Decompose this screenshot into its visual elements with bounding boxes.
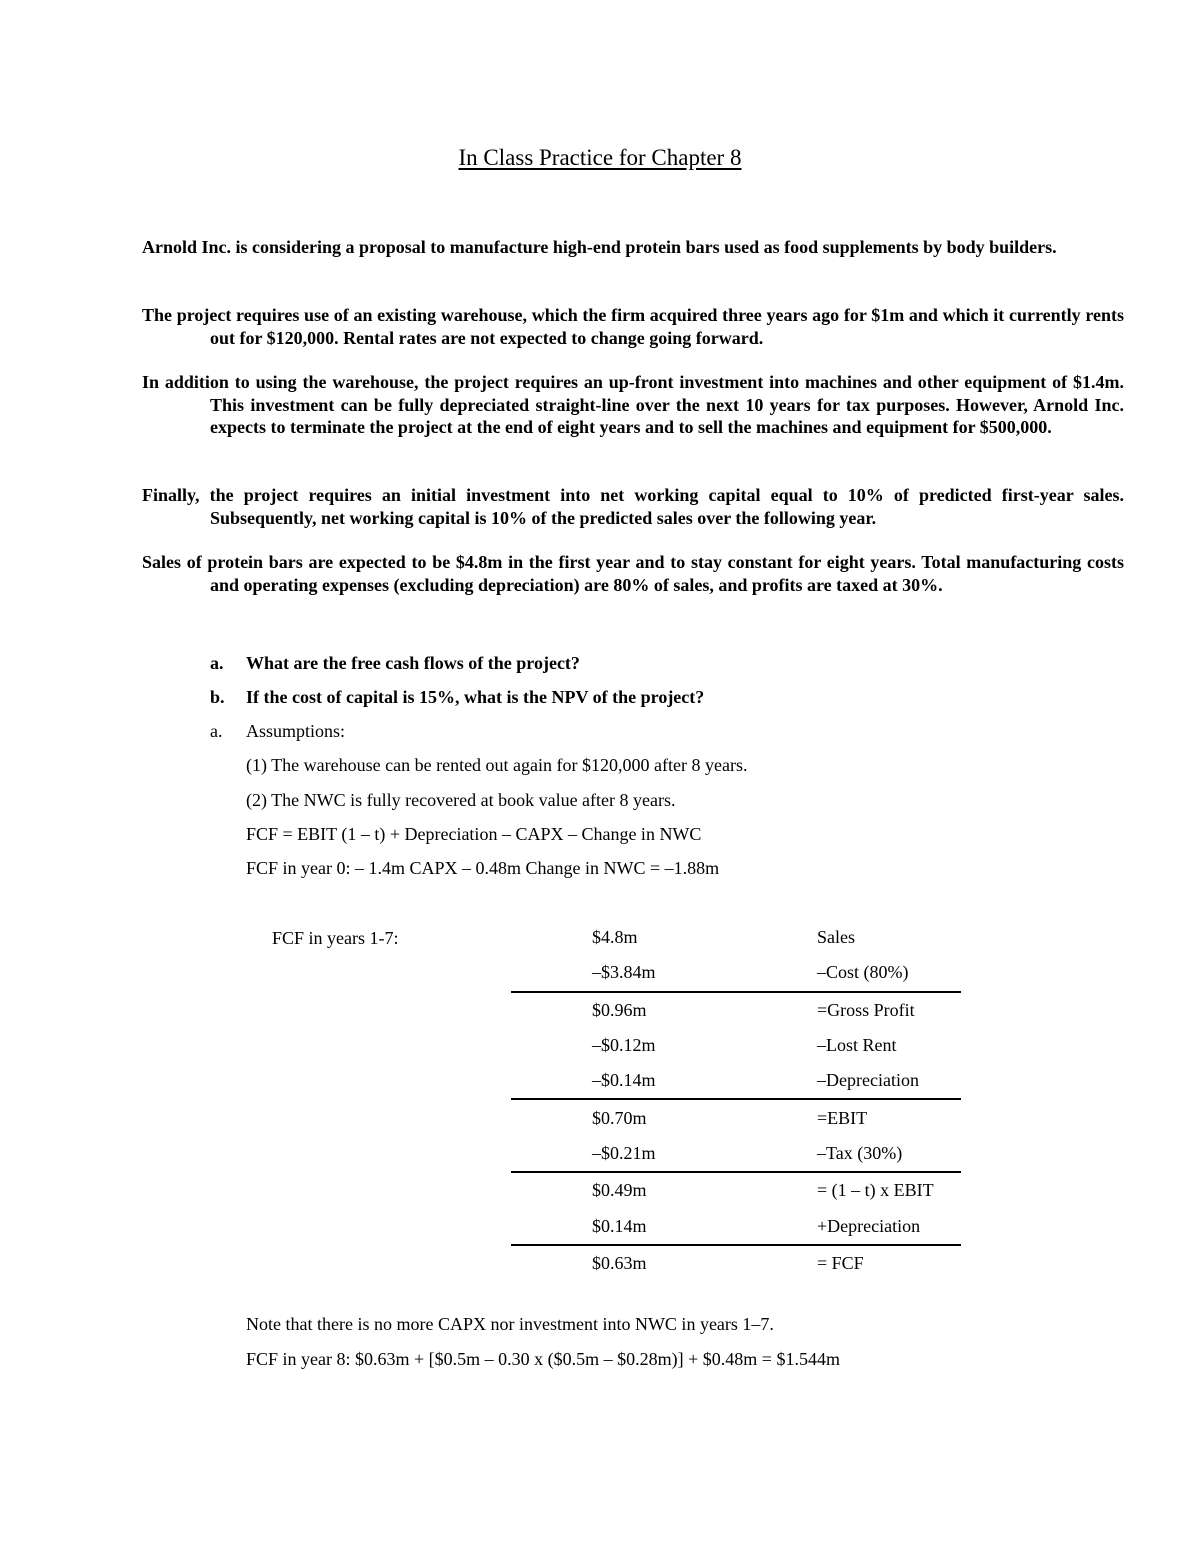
table-amount: –$3.84m — [511, 955, 817, 991]
paragraph-equipment: In addition to using the warehouse, the project requires an up-front investment into machines and other equipment of $1.4m. This investment can be fully depreciated straight-line over the next 10 years for tax purposes. However, Arnold Inc. expects to terminate the project at the end of eight years and to sell the machines and equipment for $500,000. — [142, 372, 1124, 437]
table-row — [511, 1245, 961, 1281]
table-description: +Depreciation — [817, 1208, 961, 1244]
answer-assumptions-heading: Assumptions: — [246, 721, 346, 741]
table-description: –Cost (80%) — [817, 955, 961, 991]
question-letter: a. — [210, 653, 224, 673]
paragraph-warehouse: The project requires use of an existing warehouse, which the firm acquired three years ago for $1m and which it currently rents out for $120,000. Rental rates are not expected to change going forward. — [142, 305, 1124, 348]
paragraph-sales: Sales of protein bars are expected to be $4.8m in the first year and to stay constant for eight years. Total manufacturing costs and operating expenses (excluding depreciation) are 80% of sales, and profits are taxed at 30%. — [142, 552, 1124, 595]
table-description: =EBIT — [817, 1107, 868, 1128]
table-amount: $0.14m — [511, 1208, 817, 1244]
table-description: = (1 – t) x EBIT — [817, 1180, 934, 1201]
table-row — [511, 920, 961, 955]
table-amount: –$0.21m — [511, 1136, 817, 1172]
question-letter: b. — [210, 687, 225, 707]
question-text: What are the free cash flows of the project? — [246, 653, 580, 673]
table-description: = FCF — [817, 1252, 864, 1273]
table-description: –Lost Rent — [817, 1035, 897, 1056]
table-row — [511, 1099, 961, 1135]
table-description: –Tax (30%) — [817, 1136, 961, 1172]
answer-fcf-formula: FCF = EBIT (1 – t) + Depreciation – CAPX – Change in NWC — [246, 824, 702, 844]
answer-fcf-year8: FCF in year 8: $0.63m + [$0.5m – 0.30 x ($0.5m – $0.28m)] + $0.48m = $1.544m — [246, 1349, 840, 1369]
table-amount: –$0.12m — [592, 1035, 656, 1056]
paragraph-working-capital: Finally, the project requires an initial investment into net working capital equal to 10% of predicted first-year sales. Subsequently, net working capital is 10% of the predicted sales over the following year. — [142, 485, 1124, 528]
fcf-calculation-table — [511, 920, 961, 1281]
table-row — [511, 1063, 961, 1099]
answer-assumption-2: (2) The NWC is fully recovered at book value after 8 years. — [246, 790, 676, 810]
table-amount: $0.49m — [592, 1180, 647, 1201]
answer-note: Note that there is no more CAPX nor investment into NWC in years 1–7. — [246, 1314, 774, 1334]
table-row — [511, 992, 961, 1028]
question-b — [210, 687, 704, 708]
table-row — [511, 1172, 961, 1208]
page-title: In Class Practice for Chapter 8 — [458, 145, 742, 170]
table-amount: $0.70m — [592, 1107, 647, 1128]
table-description: =Gross Profit — [817, 999, 915, 1020]
table-row — [511, 955, 961, 991]
fcf-years-label: FCF in years 1-7: — [272, 928, 399, 948]
paragraph-intro: Arnold Inc. is considering a proposal to manufacture high-end protein bars used as food supplements by body builders. — [142, 237, 1057, 257]
answer-fcf-year0: FCF in year 0: – 1.4m CAPX – 0.48m Change in NWC = –1.88m — [246, 858, 720, 878]
table-description: Sales — [817, 927, 855, 948]
answer-letter: a. — [210, 721, 223, 741]
table-amount: $0.96m — [592, 999, 647, 1020]
table-amount: $4.8m — [592, 927, 638, 948]
table-row — [511, 1136, 961, 1172]
table-amount: $0.63m — [592, 1252, 647, 1273]
table-row — [511, 1208, 961, 1244]
question-a — [210, 653, 580, 674]
question-text: If the cost of capital is 15%, what is the NPV of the project? — [246, 687, 705, 707]
table-row — [511, 1028, 961, 1063]
table-amount: –$0.14m — [511, 1063, 817, 1099]
answer-assumption-1: (1) The warehouse can be rented out again for $120,000 after 8 years. — [246, 755, 748, 775]
table-description: –Depreciation — [817, 1063, 961, 1099]
